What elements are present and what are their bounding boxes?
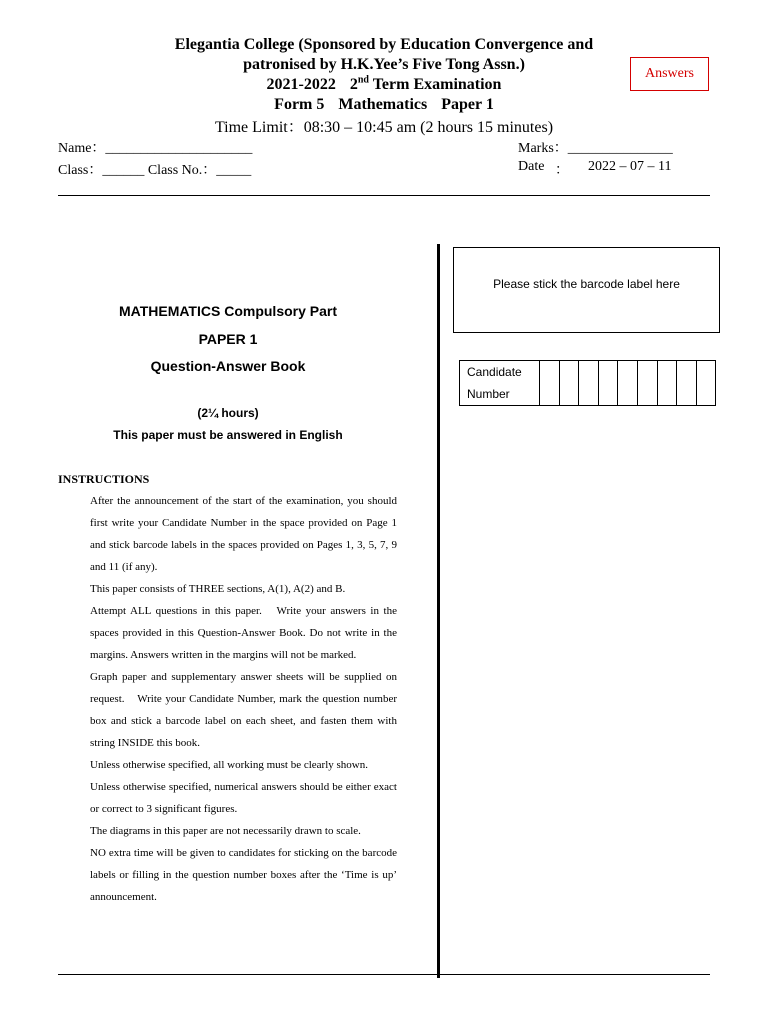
candidate-digit-box[interactable]: [559, 361, 579, 406]
cover-duration: (2¼ hours): [197, 406, 259, 420]
date-value: 2022 – 07 – 11: [588, 159, 672, 174]
cover-language: This paper must be answered in English: [113, 428, 343, 442]
instruction-item: Attempt ALL questions in this paper. Write your answers in the spaces provided in this Question-Answer Book. Do not write in the margins. Answers written in the margins will not be marked.: [90, 605, 397, 661]
college-name-line-2: patronised by H.K.Yee’s Five Tong Assn.): [243, 56, 525, 73]
instruction-item: NO extra time will be given to candidates for sticking on the barcode labels or filling in the question number boxes after the ‘Time is up’ announcement.: [90, 847, 397, 903]
instruction-item: Graph paper and supplementary answer sheets will be supplied on request. Write your Candidate Number, mark the question number box and stick a barcode label on each sheet, and fasten them with string INSIDE this book.: [90, 671, 397, 749]
barcode-label-area[interactable]: [453, 247, 720, 333]
instruction-item: Unless otherwise specified, all working must be clearly shown.: [90, 759, 368, 771]
barcode-label-text: Please stick the barcode label here: [493, 277, 680, 291]
bottom-rule: [58, 974, 710, 975]
term-ordinal: 2: [349, 76, 358, 93]
candidate-digit-box[interactable]: [540, 361, 560, 406]
instructions-title: INSTRUCTIONS: [58, 472, 150, 486]
candidate-number-label: [460, 361, 540, 406]
date-colon: ：: [555, 163, 569, 178]
exam-year: 2021-2022: [266, 76, 336, 93]
candidate-digit-box[interactable]: [579, 361, 599, 406]
instruction-item: The diagrams in this paper are not necessarily drawn to scale.: [90, 825, 361, 837]
candidate-digit-box[interactable]: [637, 361, 657, 406]
answers-badge: Answers: [630, 57, 709, 91]
candidate-label-line-2: Number: [467, 387, 510, 401]
instruction-item: Unless otherwise specified, numerical answers should be either exact or correct to 3 significant figures.: [90, 781, 397, 815]
name-field[interactable]: Name：_____________________: [58, 141, 253, 156]
vertical-divider: [437, 244, 440, 978]
instructions-list: [90, 490, 397, 908]
time-limit: Time Limit：08:30 – 10:45 am (2 hours 15 minutes): [214, 119, 554, 136]
subject: Mathematics: [338, 96, 428, 113]
candidate-digit-box[interactable]: [696, 361, 716, 406]
term-name: Term Examination: [372, 76, 502, 93]
cover-book: Question-Answer Book: [150, 358, 306, 374]
candidate-digit-box[interactable]: [618, 361, 638, 406]
candidate-number-table: [459, 360, 716, 406]
cover-paper: PAPER 1: [198, 331, 258, 347]
candidate-digit-box[interactable]: [657, 361, 677, 406]
form-level: Form 5: [274, 96, 325, 113]
paper-number: Paper 1: [441, 96, 494, 113]
instruction-item: This paper consists of THREE sections, A(1), A(2) and B.: [90, 583, 346, 595]
candidate-label-line-1: Candidate: [467, 365, 522, 379]
college-name-line-1: Elegantia College (Sponsored by Education Convergence and: [174, 36, 594, 53]
marks-field[interactable]: Marks：_______________: [518, 141, 673, 156]
form-subject-line: [0, 95, 768, 115]
cover-title: MATHEMATICS Compulsory Part: [118, 303, 338, 319]
term-ordinal-suffix: nd: [357, 74, 369, 86]
instruction-item: After the announcement of the start of the examination, you should first write your Candidate Number in the space provided on Page 1 and stick barcode labels in the spaces provided on Pages 1, 3, 5, 7, 9 and 11 (if any).: [90, 495, 397, 573]
date-label: Date: [518, 159, 545, 174]
header-divider: [58, 195, 710, 196]
candidate-digit-box[interactable]: [677, 361, 697, 406]
candidate-digit-box[interactable]: [598, 361, 618, 406]
class-field[interactable]: Class：______ Class No.：_____: [58, 163, 252, 178]
